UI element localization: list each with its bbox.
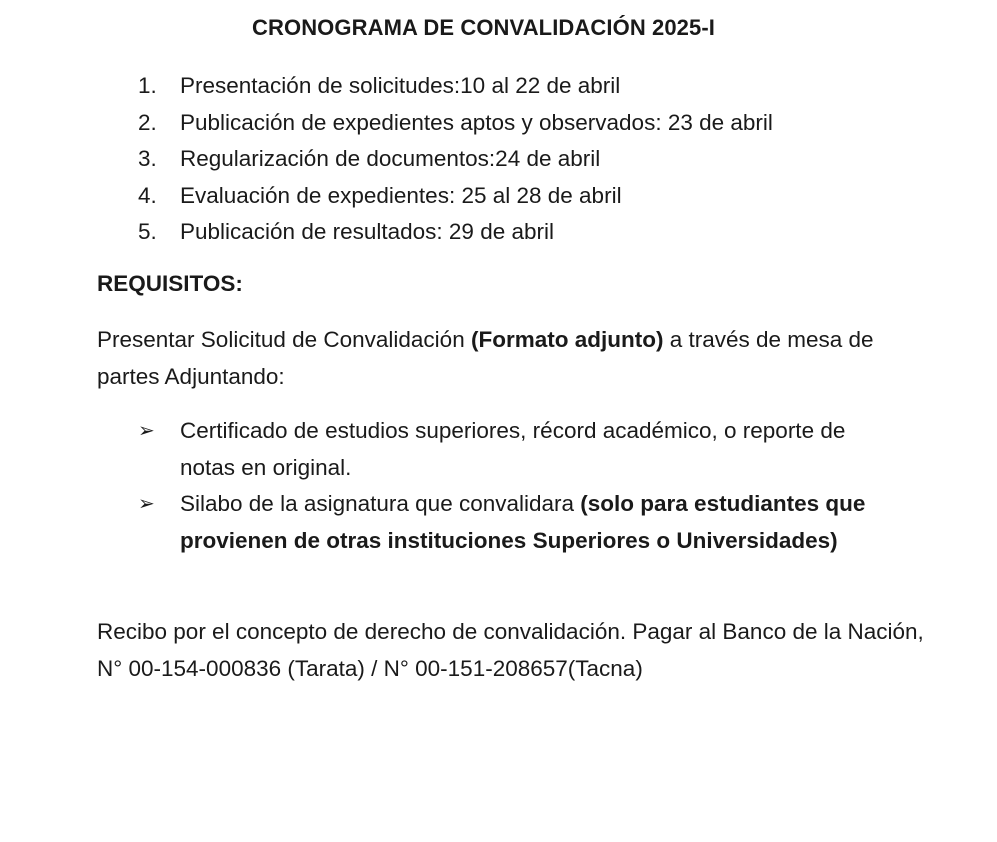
schedule-item-number: 1.: [138, 73, 157, 98]
bullet-text: [180, 486, 900, 559]
requirements-intro: [97, 322, 917, 395]
document-title: CRONOGRAMA DE CONVALIDACIÓN 2025-I: [252, 15, 715, 40]
schedule-item-number: 5.: [138, 219, 157, 244]
schedule-item-text: Publicación de resultados: 29 de abril: [180, 219, 554, 244]
bullet-item: [0, 413, 997, 486]
schedule-item-number: 4.: [138, 182, 157, 208]
schedule-item: [0, 105, 997, 142]
requirements-bullet-list: [0, 413, 997, 559]
bullet-item: [0, 486, 997, 559]
intro-text: Presentar Solicitud de Convalidación: [97, 327, 471, 352]
schedule-item-number: 3.: [138, 146, 157, 171]
schedule-item-text: Evaluación de expedientes: 25 al 28 de abril: [180, 182, 622, 208]
schedule-item: [0, 178, 997, 215]
bullet-text-regular: Certificado de estudios superiores, récord académico, o reporte de notas en original.: [180, 418, 846, 480]
schedule-item-text: Publicación de expedientes aptos y observados: 23 de abril: [180, 109, 773, 135]
arrow-bullet-icon: ➢: [138, 493, 155, 515]
schedule-item-number: 2.: [138, 109, 157, 135]
requirements-heading: REQUISITOS:: [97, 271, 243, 296]
schedule-item: [0, 68, 997, 105]
bullet-text-regular: Silabo de la asignatura que convalidara: [180, 491, 581, 516]
bullet-text-bold: (solo para estudiantes que provienen de otras instituciones Superiores o Universidades): [180, 491, 866, 553]
arrow-bullet-icon: ➢: [138, 420, 155, 442]
intro-text-end: a través de mesa de partes Adjuntando:: [97, 327, 874, 389]
schedule-item-text: Regularización de documentos:24 de abril: [180, 146, 601, 171]
schedule-item: [0, 214, 997, 251]
bullet-text: [180, 413, 900, 486]
schedule-item-text: Presentación de solicitudes:10 al 22 de abril: [180, 73, 621, 98]
payment-paragraph: Recibo por el concepto de derecho de convalidación. Pagar al Banco de la Nación, N° 00-154-000836 (Tarata) / N° 00-151-208657(Tacna): [97, 619, 924, 681]
intro-bold-text: (Formato adjunto): [470, 327, 664, 352]
schedule-item: [0, 141, 997, 178]
schedule-list: [0, 68, 997, 251]
